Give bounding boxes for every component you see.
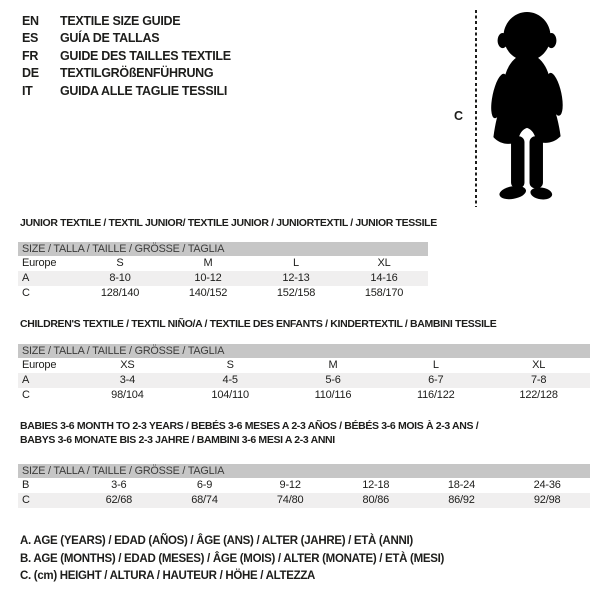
language-row	[22, 48, 231, 65]
value-cell: XS	[120, 358, 135, 371]
value-cell: 158/170	[364, 286, 404, 299]
table-row	[18, 256, 428, 271]
language-list	[22, 13, 231, 100]
value-cell: S	[226, 358, 234, 371]
section-title: JUNIOR TEXTILE / TEXTIL JUNIOR/ TEXTILE JUNIOR / JUNIORTEXTIL / JUNIOR TESSILE	[20, 217, 437, 229]
row-label-cell: C	[22, 494, 30, 506]
table-row	[18, 271, 428, 286]
size-table	[18, 464, 590, 508]
value-cell: 152/158	[276, 286, 316, 299]
table-header-row	[18, 344, 590, 358]
row-label-cell: A	[22, 271, 30, 284]
section-title: CHILDREN'S TEXTILE / TEXTIL NIÑO/A / TEXTILE DES ENFANTS / KINDERTEXTIL / BAMBINI TESSILE	[20, 318, 497, 330]
value-cell: L	[293, 256, 299, 269]
size-table	[18, 242, 428, 301]
value-cell: 122/128	[519, 388, 558, 401]
value-cell: 74/80	[276, 494, 304, 506]
row-label-cell: C	[22, 286, 30, 299]
language-label: TEXTILGRÖßENFÜHRUNG	[60, 66, 214, 81]
value-cell: 110/116	[314, 388, 352, 401]
table-header-cell: SIZE / TALLA / TAILLE / GRÖSSE / TAGLIA	[18, 242, 428, 256]
value-cell: 12-18	[362, 479, 390, 491]
language-label: GUIDA ALLE TAGLIE TESSILI	[60, 83, 228, 98]
value-cell: L	[432, 358, 439, 371]
legend-note: A. AGE (YEARS) / EDAD (AÑOS) / ÂGE (ANS) / ALTER (JAHRE) / ETÀ (ANNI)	[20, 535, 413, 547]
value-cell: XL	[377, 256, 391, 269]
language-code: DE	[22, 66, 39, 81]
table-row	[18, 358, 590, 373]
value-cell: 68/74	[191, 494, 218, 506]
table-header-cell: SIZE / TALLA / TAILLE / GRÖSSE / TAGLIA	[18, 344, 590, 358]
language-row	[22, 65, 231, 82]
section-babies	[20, 420, 590, 508]
value-cell: XL	[532, 358, 546, 371]
table-header-cell: SIZE / TALLA / TAILLE / GRÖSSE / TAGLIA	[18, 464, 590, 478]
legend-note: C. (cm) HEIGHT / ALTURA / HAUTEUR / HÖHE / ALTEZZA	[20, 570, 316, 583]
value-cell: M	[203, 256, 213, 269]
value-cell: 128/140	[100, 286, 140, 299]
language-code: ES	[22, 31, 39, 46]
section-junior	[20, 217, 437, 301]
language-row	[22, 13, 231, 30]
value-cell: 4-5	[222, 373, 238, 386]
value-cell: 5-6	[325, 373, 341, 386]
language-row	[22, 30, 231, 47]
table-row	[18, 373, 590, 388]
value-cell: 10-12	[194, 271, 222, 284]
section-title: BABIES 3-6 MONTH TO 2-3 YEARS / BEBÉS 3-6 MESES A 2-3 AÑOS / BÉBÉS 3-6 MOIS À 2-3 ANS /	[20, 420, 479, 432]
value-cell: 3-6	[111, 479, 127, 491]
value-cell: 12-13	[282, 271, 310, 284]
value-cell: 6-7	[428, 373, 444, 386]
table-row	[18, 286, 428, 301]
value-cell: 6-9	[196, 479, 213, 491]
baby-silhouette-icon	[485, 10, 569, 208]
value-cell: 18-24	[447, 479, 476, 491]
value-cell: 7-8	[530, 373, 547, 386]
row-label-cell: B	[22, 479, 30, 491]
baby-height-figure	[450, 6, 585, 212]
table-row	[18, 388, 590, 403]
value-cell: 86/92	[448, 494, 475, 506]
legend-note: B. AGE (MONTHS) / EDAD (MESES) / ÂGE (MOIS) / ALTER (MONATE) / ETÀ (MESI)	[20, 552, 445, 565]
table-row	[18, 478, 590, 493]
value-cell: 14-16	[370, 271, 398, 284]
height-measure-dashed-line	[475, 10, 477, 207]
value-cell: 62/68	[105, 494, 133, 506]
language-code: EN	[22, 14, 39, 28]
section-children	[20, 318, 590, 403]
value-cell: 92/98	[533, 494, 561, 506]
language-label: GUÍA DE TALLAS	[60, 31, 160, 46]
value-cell: 24-36	[533, 479, 561, 491]
value-cell: M	[328, 358, 338, 371]
value-cell: 104/110	[211, 388, 249, 401]
language-label: TEXTILE SIZE GUIDE	[60, 14, 181, 28]
value-cell: 98/104	[111, 388, 144, 401]
language-code: FR	[22, 48, 39, 63]
table-header-row	[18, 242, 428, 256]
value-cell: 3-4	[119, 373, 136, 386]
row-label-cell: Europe	[22, 358, 57, 371]
value-cell: 8-10	[109, 271, 131, 284]
language-row	[22, 83, 231, 100]
value-cell: S	[116, 256, 124, 269]
row-label-cell: Europe	[22, 256, 57, 269]
height-measure-label: C	[454, 109, 464, 123]
row-label-cell: A	[22, 373, 30, 386]
value-cell: 9-12	[279, 479, 301, 491]
table-header-row	[18, 464, 590, 478]
size-table	[18, 344, 590, 403]
legend-notes	[20, 533, 444, 586]
table-row	[18, 493, 590, 508]
value-cell: 140/152	[188, 286, 228, 299]
row-label-cell: C	[22, 388, 30, 401]
language-label: GUIDE DES TAILLES TEXTILE	[60, 48, 231, 63]
language-code: IT	[22, 83, 33, 98]
section-title: BABYS 3-6 MONATE BIS 2-3 JAHRE / BAMBINI 3-6 MESI A 2-3 ANNI	[20, 433, 335, 446]
value-cell: 80/86	[362, 494, 390, 506]
value-cell: 116/122	[417, 388, 455, 401]
